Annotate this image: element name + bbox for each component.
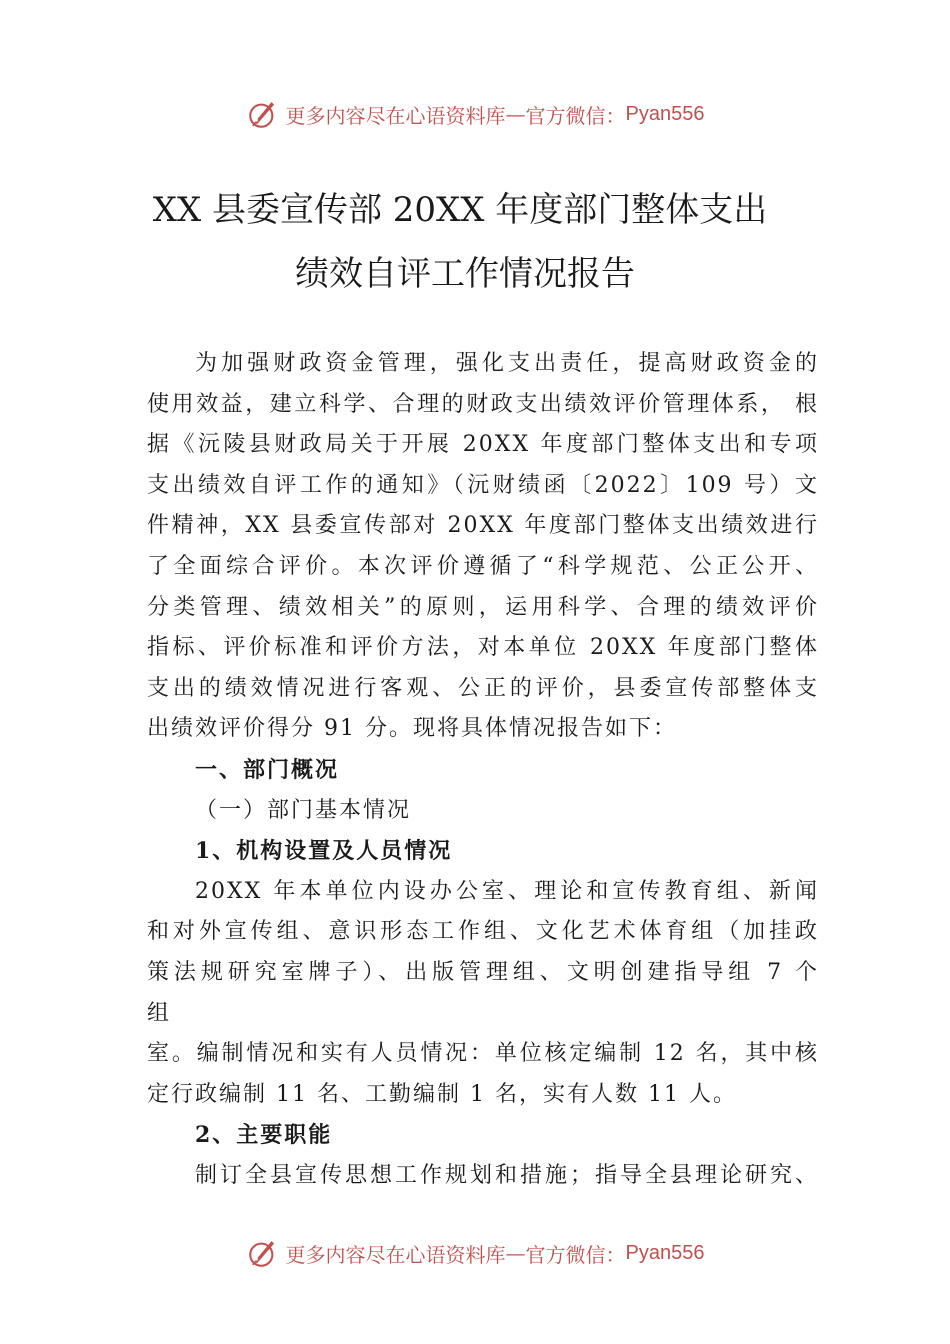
document-title-line-2: 绩效自评工作情况报告 <box>295 254 635 294</box>
subsection-heading-basic-info: （一）部门基本情况 <box>195 797 412 823</box>
body-line: 使用效益，建立科学、合理的财政支出绩效评价管理体系， 根 <box>147 391 819 417</box>
body-line: 20XX 年本单位内设办公室、理论和宣传教育组、新闻 <box>195 878 819 904</box>
body-line: 分类管理、绩效相关”的原则，运用科学、合理的绩效评价 <box>147 594 819 620</box>
body-line: 件精神，XX 县委宣传部对 20XX 年度部门整体支出绩效进行 <box>147 513 819 539</box>
body-line: 据《沅陵县财政局关于开展 20XX 年度部门整体支出和专项 <box>147 432 819 458</box>
body-line: 策法规研究室牌子）、出版管理组、文明创建指导组 7 个 <box>147 959 819 985</box>
body-line: 组 <box>147 1000 172 1026</box>
quill-pen-logo-icon <box>246 1236 280 1270</box>
watermark-dash: — <box>505 102 526 126</box>
body-line: 和对外宣传组、意识形态工作组、文化艺术体育组（加挂政 <box>147 919 819 945</box>
quill-pen-logo-icon <box>246 97 280 131</box>
item-heading-functions: 2、主要职能 <box>195 1122 333 1149</box>
body-line: 室。编制情况和实有人员情况：单位核定编制 12 名，其中核 <box>147 1041 819 1067</box>
document-body <box>147 344 819 1196</box>
document-title-line-1: XX 县委宣传部 20XX 年度部门整体支出 <box>152 190 768 230</box>
watermark-text: 更多内容尽在心语资料库 <box>285 1242 506 1267</box>
watermark-wechat-label: 官方微信： <box>525 1242 626 1267</box>
body-line: 指标、评价标准和评价方法，对本单位 20XX 年度部门整体 <box>147 635 819 661</box>
body-line: 了全面综合评价。本次评价遵循了“科学规范、公正公开、 <box>147 553 819 579</box>
section-heading-overview: 一、部门概况 <box>195 756 340 783</box>
body-line: 支出绩效自评工作的通知》（沅财绩函〔2022〕109 号）文 <box>147 472 819 498</box>
watermark-wechat-id: Pyan556 <box>625 1241 705 1264</box>
body-line: 支出的绩效情况进行客观、公正的评价，县委宣传部整体支 <box>147 675 819 701</box>
header-watermark <box>0 94 950 134</box>
item-heading-organization: 1、机构设置及人员情况 <box>195 838 453 865</box>
footer-watermark <box>0 1233 950 1273</box>
watermark-text: 更多内容尽在心语资料库 <box>285 103 506 128</box>
watermark-dash: — <box>505 1241 526 1265</box>
watermark-wechat-id: Pyan556 <box>625 102 705 125</box>
body-line: 为加强财政资金管理，强化支出责任，提高财政资金的 <box>195 351 819 376</box>
watermark-wechat-label: 官方微信： <box>525 103 626 128</box>
body-line: 定行政编制 11 名、工勤编制 1 名，实有人数 11 人。 <box>147 1081 737 1107</box>
body-line: 出绩效评价得分 91 分。现将具体情况报告如下： <box>147 716 677 742</box>
body-line: 制订全县宣传思想工作规划和措施；指导全县理论研究、 <box>195 1162 819 1188</box>
